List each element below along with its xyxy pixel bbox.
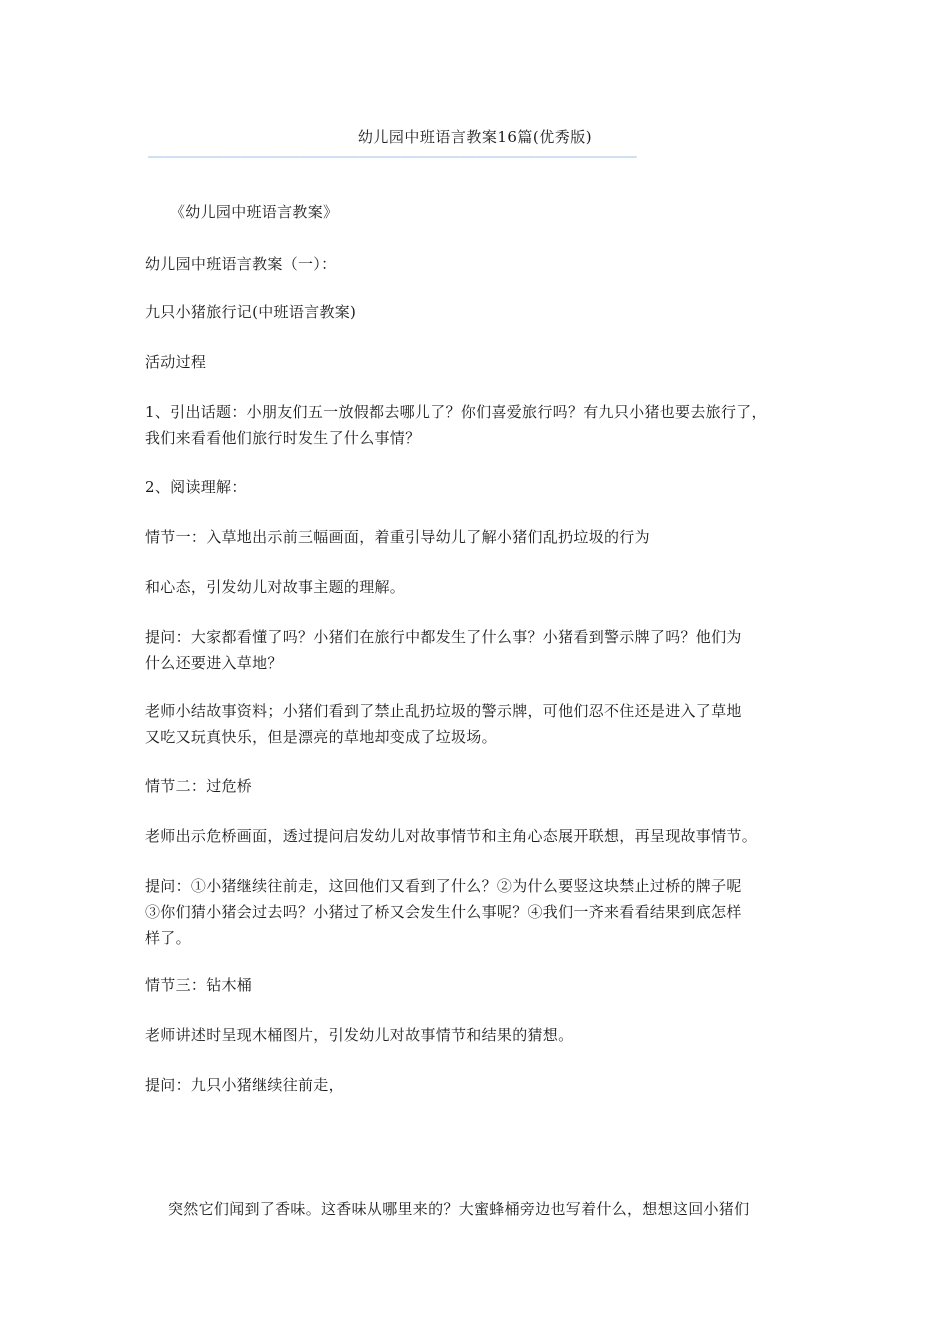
paragraph-line: 情节二：过危桥 (145, 777, 253, 795)
paragraph-line: ③你们猜小猪会过去吗？小猪过了桥又会发生什么事呢？④我们一齐来看看结果到底怎样 (145, 903, 742, 921)
paragraph-line: 情节一：入草地出示前三幅画面，着重引导幼儿了解小猪们乱扔垃圾的行为 (145, 528, 650, 546)
paragraph-line: 提问：①小猪继续往前走，这回他们又看到了什么？②为什么要竖这块禁止过桥的牌子呢 (145, 877, 742, 895)
paragraph-line: 1、引出话题：小朋友们五一放假都去哪儿了？你们喜爱旅行吗？有九只小猪也要去旅行了， (145, 403, 767, 421)
paragraph-line: 老师出示危桥画面，透过提问启发幼儿对故事情节和主角心态展开联想，再呈现故事情节。 (145, 827, 758, 845)
lesson-title: 九只小猪旅行记(中班语言教案) (145, 303, 357, 321)
paragraph-line: 2、阅读理解： (145, 478, 247, 496)
paragraph-line: 样了。 (145, 929, 191, 947)
title-divider: —————————————————————————————————————————————————————————— (148, 150, 637, 164)
paragraph-line: 老师讲述时呈现木桶图片，引发幼儿对故事情节和结果的猜想。 (145, 1026, 574, 1044)
subheading-process: 活动过程 (145, 353, 207, 371)
paragraph-line: 提问：大家都看懂了吗？小猪们在旅行中都发生了什么事？小猪看到警示牌了吗？他们为 (145, 628, 742, 646)
paragraph-line: 情节三：钻木桶 (145, 976, 253, 994)
paragraph-line: 我们来看看他们旅行时发生了什么事情？ (145, 429, 421, 447)
paragraph-line: 老师小结故事资料；小猪们看到了禁止乱扔垃圾的警示牌，可他们忍不住还是进入了草地 (145, 702, 742, 720)
paragraph-line: 突然它们闻到了香味。这香味从哪里来的？大蜜蜂桶旁边也写着什么，想想这回小猪们 (168, 1200, 750, 1218)
paragraph-line: 和心态，引发幼儿对故事主题的理解。 (145, 578, 406, 596)
section-heading: 幼儿园中班语言教案（一）： (145, 255, 337, 273)
doc-heading: 《幼儿园中班语言教案》 (170, 203, 339, 221)
paragraph-line: 什么还要进入草地？ (145, 654, 283, 672)
document-title: 幼儿园中班语言教案16篇(优秀版) (357, 128, 593, 146)
paragraph-line: 又吃又玩真快乐，但是漂亮的草地却变成了垃圾场。 (145, 728, 497, 746)
paragraph-line: 提问：九只小猪继续往前走， (145, 1076, 344, 1094)
